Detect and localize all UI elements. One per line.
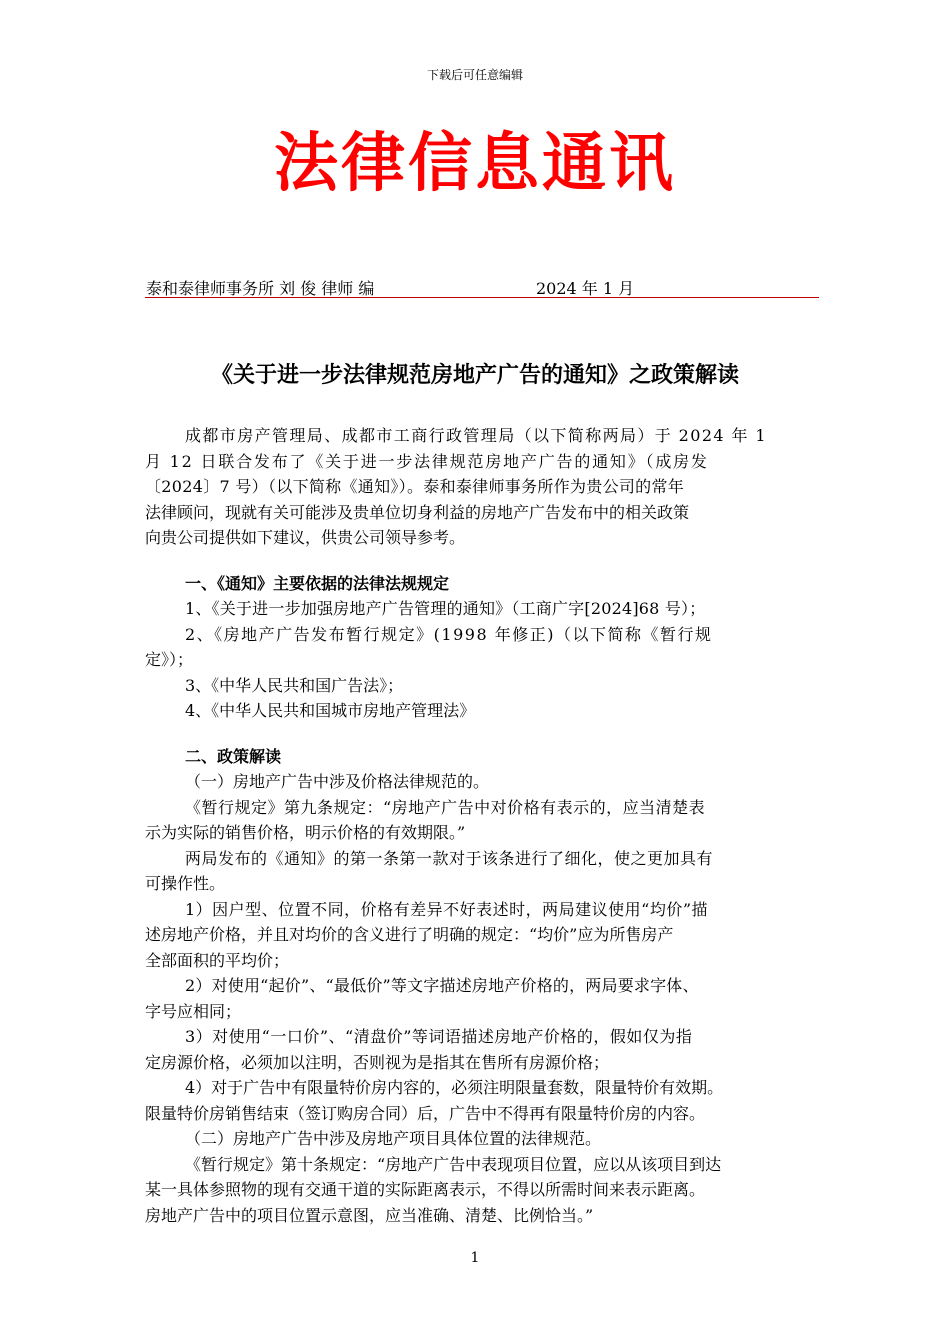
section-heading: 二、政策解读: [185, 746, 282, 766]
document-title: 《关于进一步法律规范房地产广告的通知》之政策解读: [210, 363, 739, 388]
header-divider: [145, 297, 819, 298]
body-line: 月 12 日联合发布了《关于进一步法律规范房地产广告的通知》（成房发: [145, 451, 709, 471]
body-line: 〔2024〕7 号）（以下简称《通知》）。泰和泰律师事务所作为贵公司的常年: [145, 477, 685, 496]
body-line: 3）对使用“一口价”、“清盘价”等词语描述房地产价格的，假如仅为指: [185, 1027, 693, 1046]
body-line: 2、《房地产广告发布暂行规定》(1998 年修正)（以下简称《暂行规: [185, 624, 713, 644]
body-line: 全部面积的平均价；: [145, 950, 290, 970]
body-line: 向贵公司提供如下建议，供贵公司领导参考。: [145, 528, 466, 547]
body-line: 4）对于广告中有限量特价房内容的，必须注明限量套数，限量特价有效期。: [185, 1078, 724, 1097]
masthead-title: 法律信息通讯: [274, 127, 676, 201]
byline-author: 泰和泰律师事务所 刘 俊 律师 编: [146, 279, 375, 298]
body-line: 《暂行规定》第十条规定：“房地产广告中表现项目位置，应以从该项目到达: [185, 1154, 722, 1174]
body-line: 定房源价格，必须加以注明，否则视为是指其在售所有房源价格；: [145, 1052, 610, 1072]
page-number: 1: [470, 1250, 480, 1266]
body-line: 成都市房产管理局、成都市工商行政管理局（以下简称两局）于 2024 年 1: [185, 426, 767, 445]
body-line: 《暂行规定》第九条规定：“房地产广告中对价格有表示的，应当清楚表: [185, 797, 706, 817]
body-line: （二）房地产广告中涉及房地产项目具体位置的法律规范。: [185, 1129, 602, 1148]
body-line: 2）对使用“起价”、“最低价”等文字描述房地产价格的，两局要求字体、: [185, 976, 699, 995]
section-heading: 一、《通知》主要依据的法律法规规定: [185, 573, 450, 593]
body-line: 定》）；: [145, 650, 194, 669]
body-line: 房地产广告中的项目位置示意图，应当准确、清楚、比例恰当。”: [145, 1205, 594, 1225]
body-line: 可操作性。: [145, 874, 226, 893]
body-line: 3、《中华人民共和国广告法》；: [185, 675, 404, 695]
body-line: 字号应相同；: [145, 1001, 242, 1021]
byline: [146, 276, 635, 299]
body-line: 1、《关于进一步加强房地产广告管理的通知》（工商广字[2024]68 号）；: [185, 599, 706, 618]
body-line: 法律顾问，现就有关可能涉及贵单位切身利益的房地产广告发布中的相关政策: [145, 502, 690, 522]
header-note: 下载后可任意编辑: [426, 68, 523, 82]
body-line: 两局发布的《通知》的第一条第一款对于该条进行了细化，使之更加具有: [185, 848, 714, 868]
body-line: 示为实际的销售价格，明示价格的有效期限。”: [145, 823, 466, 842]
body-line: 述房地产价格，并且对均价的含义进行了明确的规定：“均价”应为所售房产: [145, 925, 674, 944]
body-line: 限量特价房销售结束（签订购房合同）后，广告中不得再有限量特价房的内容。: [145, 1103, 706, 1123]
body-line: 某一具体参照物的现有交通干道的实际距离表示，不得以所需时间来表示距离。: [145, 1180, 706, 1199]
body-line: 1）因户型、位置不同，价格有差异不好表述时，两局建议使用“均价”描: [185, 899, 709, 919]
body-line: （一）房地产广告中涉及价格法律规范的。: [185, 772, 490, 791]
body-line: 4、《中华人民共和国城市房地产管理法》: [185, 701, 476, 720]
byline-date: 2024 年 1 月: [536, 279, 635, 298]
